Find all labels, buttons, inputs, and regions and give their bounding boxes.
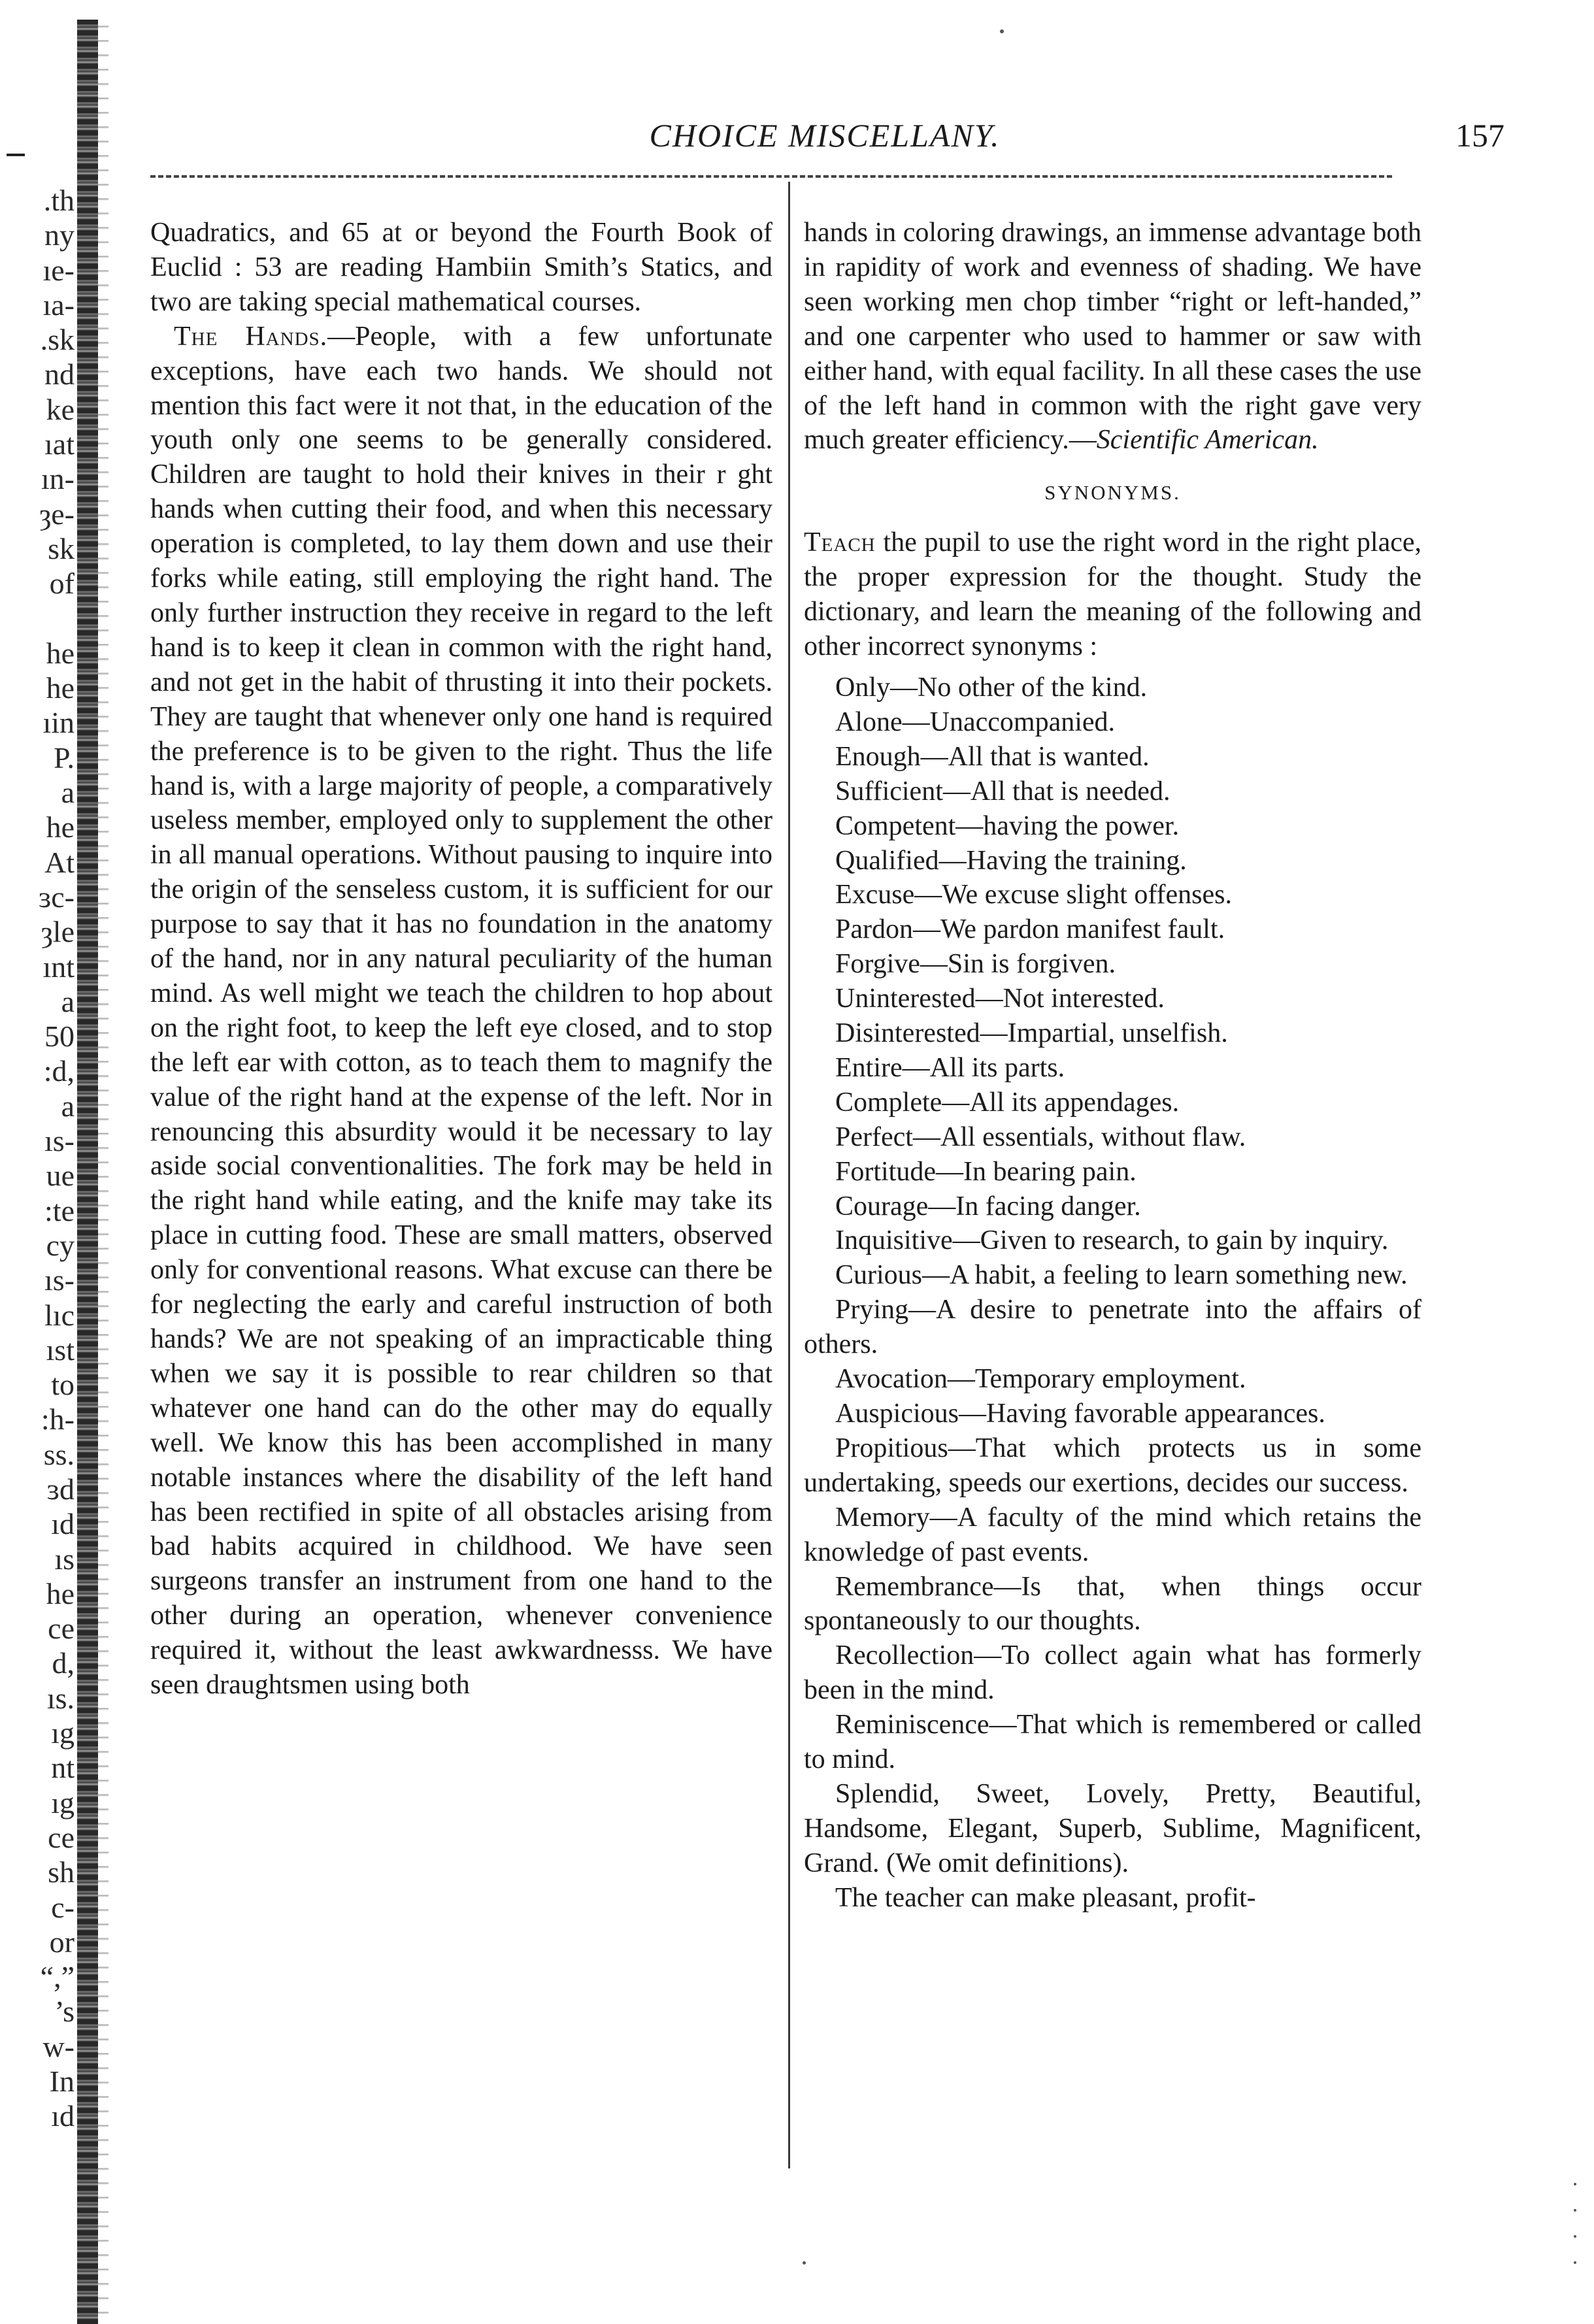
running-header (145, 116, 1504, 156)
scan-speck (1574, 2183, 1576, 2185)
fragment-line: ’s (54, 1995, 75, 2029)
fragment-line: ıe- (42, 253, 75, 287)
synonym-entry: Pardon—We pardon manifest fault. (835, 914, 1225, 945)
scan-speck (1574, 2235, 1576, 2238)
synonym-entry: Avocation—Temporary employment. (835, 1364, 1246, 1395)
synonym-entry: Sufficient—All that is needed. (835, 776, 1171, 806)
synonym-entry: Fortitude—In bearing pain. (835, 1156, 1137, 1187)
synonym-entry: Memory—A faculty of the mind which retains the knowledge of past events. (804, 1502, 1421, 1567)
fragment-line: ıd (51, 1507, 75, 1541)
fragment-line: ınt (42, 950, 75, 984)
fragment-line: w- (42, 2029, 75, 2063)
fragment-line: ȝle (41, 915, 75, 949)
scan-speck (1574, 2209, 1576, 2212)
fragment-line: ıin (42, 706, 75, 740)
scan-speck (803, 2261, 806, 2265)
hands-article (150, 320, 772, 1702)
fragment-line: he (46, 810, 75, 844)
fragment-line: nt (51, 1751, 75, 1785)
fragment-line: he (46, 671, 75, 705)
fragment-line: ıs (54, 1542, 75, 1576)
teach-body: the pupil to use the right word in the right place, the proper expression for the thought. Study the dictionary, and learn the meaning of the following and other incorrect synonyms : (804, 527, 1421, 662)
fragment-line: a (61, 776, 75, 810)
binding-gutter (0, 0, 118, 2324)
fragment-line: ke (46, 392, 75, 426)
fragment-line: ȝe- (39, 497, 75, 531)
teach-lead-in: Teach (804, 527, 876, 558)
fragment-line: :d, (43, 1054, 75, 1088)
fragment-line: ıs. (46, 1681, 75, 1715)
fragment-line: he (46, 1576, 75, 1610)
page-title: CHOICE MISCELLANY. (649, 117, 1001, 154)
fragment-line: ıs- (44, 1124, 75, 1158)
fragment-line: ıs- (44, 1263, 75, 1297)
fragment-line: ce (48, 1820, 75, 1854)
synonym-entry: Propitious—That which protects us in some undertaking, speeds our exertions, decides our success. (804, 1433, 1421, 1498)
fragment-line: ıd (51, 2099, 75, 2133)
book-binding (77, 20, 98, 2324)
hands-article-continued (804, 216, 1421, 457)
fragment-line: ny (44, 218, 75, 252)
synonyms-intro (804, 525, 1421, 664)
fragment-line: ıa- (42, 288, 75, 322)
synonym-entry: Forgive—Sin is forgiven. (835, 949, 1116, 980)
fragment-line: P. (54, 740, 75, 774)
synonym-entry: Perfect—All essentials, without flaw. (835, 1121, 1246, 1152)
scan-speck (1000, 29, 1004, 33)
fragment-line: cy (46, 1228, 75, 1262)
fragment-line: .th (43, 184, 75, 217)
left-column (150, 216, 772, 1702)
column-divider (788, 182, 790, 2168)
scan-speck (1574, 2261, 1576, 2264)
synonym-entry: Disinterested—Impartial, unselfish. (835, 1018, 1228, 1049)
synonym-entry: Uninterested—Not interested. (835, 984, 1165, 1014)
fragment-line: nd (44, 357, 75, 391)
synonym-entry: Auspicious—Having favorable appearances. (835, 1399, 1325, 1429)
synonym-entry: Prying—A desire to penetrate into the affairs of others. (804, 1295, 1421, 1360)
fragment-line: to (51, 1368, 75, 1402)
closing-line: The teacher can make pleasant, profit- (835, 1882, 1256, 1913)
continued-paragraph: Quadratics, and 65 at or beyond the Fourth Book of Euclid : 53 are reading Hambiin Smith’s Statics, and two are taking special mathematical courses. (150, 218, 772, 317)
fragment-line: of (49, 567, 75, 601)
synonym-entry: Enough—All that is wanted. (835, 741, 1150, 772)
synonyms-heading: SYNONYMS. (1044, 481, 1181, 505)
synonym-entry: Courage—In facing danger. (835, 1191, 1141, 1221)
synonym-entry: Qualified—Having the training. (835, 845, 1187, 876)
fragment-line: :te (44, 1193, 75, 1227)
fragment-line: ın- (41, 462, 75, 496)
fragment-line: a (61, 984, 75, 1018)
fragment-line (3, 601, 75, 636)
synonym-entry: Alone—Unaccompanied. (835, 706, 1116, 737)
fragment-line: ss. (43, 1437, 75, 1471)
hands-continuation: hands in coloring drawings, an immense advantage both in rapidity of work and evenness of shading. We have seen working men chop timber “right or left-handed,” and one carpenter who used to hammer or saw with either hand, with equal facility. In all these cases the use of the left hand in common with the right gave very much greater efficiency.— (804, 218, 1421, 456)
synonym-entry: Recollection—To collect again what has formerly been in the mind. (804, 1640, 1421, 1706)
synonym-entry: Splendid, Sweet, Lovely, Pretty, Beautiful, Handsome, Elegant, Superb, Sublime, Magnificent, Grand. (We omit definitions). (804, 1778, 1421, 1878)
fragment-line: sh (48, 1855, 75, 1889)
fragment-line: d, (52, 1646, 75, 1680)
fragment-line: a (61, 1089, 75, 1123)
synonym-entry: Inquisitive—Given to research, to gain by inquiry. (835, 1225, 1389, 1256)
synonym-entry: Excuse—We excuse slight offenses. (835, 880, 1233, 910)
hands-lead-in: The Hands. (174, 321, 328, 352)
right-column (804, 216, 1421, 1916)
fragment-line: ıg (51, 1716, 75, 1750)
synonym-entry: Curious—A habit, a feeling to learn something new. (835, 1260, 1408, 1291)
fragment-line: .sk (40, 323, 75, 357)
fragment-line: c- (51, 1890, 75, 1924)
fragment-line: ıg (51, 1785, 75, 1819)
fragment-line: :h- (41, 1403, 75, 1436)
binding-shadow (98, 20, 108, 2324)
synonym-list (804, 671, 1421, 1916)
fragment-line: 50 (44, 1020, 75, 1054)
citation: Scientific American. (1096, 425, 1319, 456)
fragment-line: sk (48, 531, 75, 565)
fragment-line: or (49, 1925, 75, 1959)
synonym-entry: Reminiscence—That which is remembered or called to mind. (804, 1710, 1421, 1775)
header-rule (150, 175, 1392, 178)
fragment-line: lıc (44, 1298, 75, 1332)
synonym-entry: Complete—All its appendages. (835, 1087, 1180, 1118)
fragment-line: In (49, 2065, 75, 2099)
fragment-line: “,” (40, 1960, 75, 1994)
fragment-line: ıat (44, 427, 75, 461)
synonym-entry: Competent—having the power. (835, 810, 1180, 841)
fragment-line: he (46, 636, 75, 670)
synonym-entry: Only—No other of the kind. (835, 672, 1148, 703)
fragment-line: ɜc- (38, 880, 75, 914)
synonym-entry: Remembrance—Is that, when things occur spontaneously to our thoughts. (804, 1571, 1421, 1636)
fragment-line: ue (46, 1159, 75, 1193)
synonym-entry: Entire—All its parts. (835, 1052, 1065, 1083)
fragment-line: ɜd (46, 1472, 75, 1506)
page-number: 157 (1455, 117, 1504, 154)
fragment-line: ıst (46, 1333, 75, 1367)
hands-body: —People, with a few unfortunate exceptions, have each two hands. We should not mention this fact were it not that, in the education of the youth only one seems to be generally considered. Children are taught to hold their knives in their r ght hands when cutting their food, and when this necessary operation is completed, to lay them down and use their forks while eating, still employing the right hand. The only further instruction they receive in regard to the left hand is to keep it clean in common with the right hand, and not get in the habit of thrusting it into their pockets. They are taught that whenever only one hand is required the preference is to be given to the right. Thus the life hand is, with a large majority of people, a comparatively useless member, employed only to supplement the other in all manual operations. Without pausing to inquire into the origin of the senseless custom, it is sufficient for our purpose to say that it has no foundation in the anatomy of the hand, nor in any natural peculiarity of the human mind. As well might we teach the children to hop about on the right foot, to keep the left eye closed, and to stop the left ear with cotton, as to teach them to magnify the value of the right hand at the expense of the left. Nor in renouncing this absurdity would it be necessary to lay aside social conventionalities. The fork may be held in the right hand while eating, and the knife may take its place in cutting food. These are small matters, observed only for conventional reasons. What excuse can there be for neglecting the early and careful instruction of both hands? We are not speaking of an impracticable thing when we say it is possible to rear children so that whatever one hand can do the other may do equally well. We know this has been accomplished in many notable instances where the disability of the left hand has been rectified in spite of all obstacles arising from bad habits acquired in childhood. We have seen surgeons transfer an instrument from one hand to the other during an operation, whenever convenience required it, without the least awkwardnesss. We have seen draughtsmen using both (150, 321, 772, 1701)
fragment-line: At (44, 845, 75, 879)
page-edge-mark (7, 154, 25, 156)
fragment-line: ce (48, 1612, 75, 1646)
adjacent-page-fragments (3, 183, 75, 2134)
